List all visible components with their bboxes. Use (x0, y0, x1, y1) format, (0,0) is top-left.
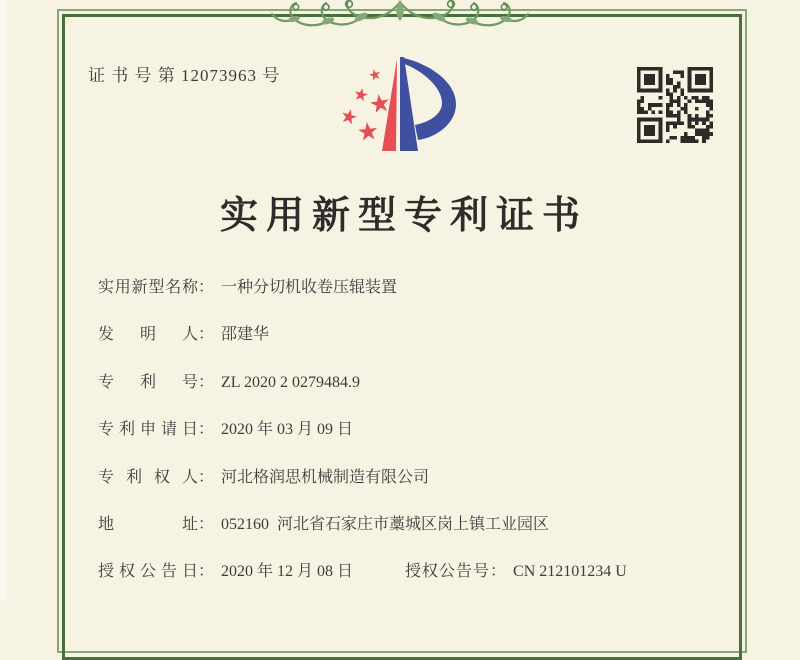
field-row-filing-date (98, 418, 748, 465)
field-row-address (98, 513, 748, 560)
grant-date-label: 授权公告日 (98, 563, 198, 581)
grant-number-value: CN 212101234 U (513, 563, 627, 581)
field-value: 河北格润思机械制造有限公司 (221, 468, 430, 486)
field-label: 专利权人 (98, 468, 198, 486)
field-colon: ： (198, 468, 215, 486)
field-label: 实用新型名称 (98, 279, 198, 296)
field-row-grant-info (98, 560, 748, 607)
grant-number-pair (405, 560, 627, 584)
field-colon: ： (198, 326, 215, 344)
scan-edge (0, 0, 7, 600)
grant-number-label: 授权公告号 (405, 563, 491, 581)
floral-ornament-icon (265, 0, 535, 30)
field-value: 一种分切机收卷压辊装置 (221, 279, 398, 296)
field-row-inventor (98, 323, 748, 370)
field-colon: ： (490, 563, 507, 581)
field-value: 邵建华 (221, 326, 270, 344)
field-colon: ： (198, 279, 215, 296)
qr-code (637, 67, 713, 143)
field-colon: ： (198, 421, 215, 439)
field-value: 052160 河北省石家庄市藁城区岗上镇工业园区 (221, 515, 550, 533)
certificate-number: 证 书 号 第 12073963 号 (88, 66, 281, 85)
field-row-patentee (98, 466, 748, 513)
grant-date-value: 2020 年 12 月 08 日 (221, 563, 354, 581)
certificate-title: 实用新型专利证书 (219, 195, 588, 237)
field-label: 发明人 (98, 326, 198, 344)
certificate-fields (98, 276, 748, 608)
field-value: ZL 2020 2 0279484.9 (221, 373, 360, 391)
field-row-utility-model-name (98, 276, 748, 323)
field-value: 2020 年 03 月 09 日 (221, 421, 354, 439)
cnipa-logo-icon (330, 54, 470, 156)
field-row-patent-number (98, 371, 748, 418)
field-label: 专利号 (98, 373, 198, 391)
field-colon: ： (198, 373, 215, 391)
field-label: 地址 (98, 515, 198, 533)
field-label: 专利申请日 (98, 421, 198, 439)
field-colon: ： (198, 563, 215, 581)
field-colon: ： (198, 515, 215, 533)
